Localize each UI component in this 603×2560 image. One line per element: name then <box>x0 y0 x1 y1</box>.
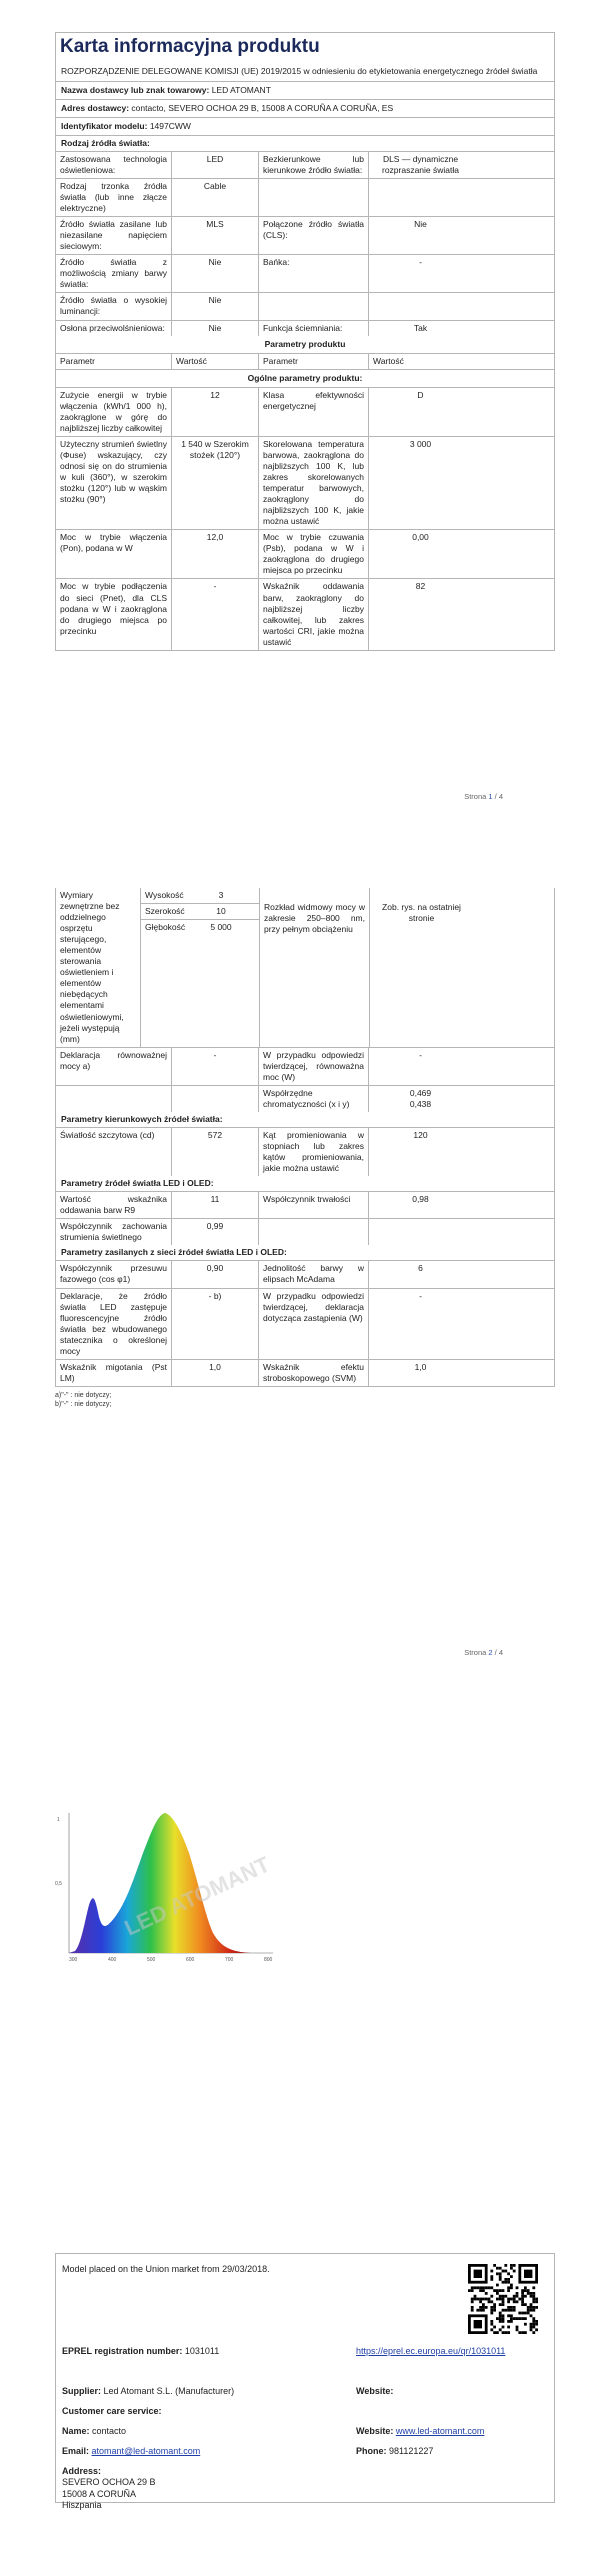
table-cell: 11 <box>172 1192 259 1218</box>
table-cell: Współczynnik trwałości <box>259 1192 369 1218</box>
x-tick-label: 600 <box>186 1957 195 1963</box>
phone-value: 981121227 <box>389 2446 434 2456</box>
model-label: Identyfikator modelu: <box>61 120 148 131</box>
col-header: Wartość <box>172 354 259 369</box>
eprel-reg-label: EPREL registration number: <box>62 2346 183 2356</box>
x-tick-label: 800 <box>264 1957 273 1963</box>
param-columns-row <box>56 354 554 370</box>
table-row <box>56 579 554 649</box>
table-cell: 0,98 <box>412 1194 429 1205</box>
table-cell: Wskaźnik migotania (Pst LM) <box>56 1360 172 1386</box>
table-row <box>56 321 554 336</box>
table-cell: Użyteczny strumień świetlny (Φuse) wskazujący, czy odnosi się on do strumienia w kuli (360°), w szerokim stożku (120°) lub w wąskim stożku (90°) <box>56 437 172 529</box>
page-title: Karta informacyjna produktu <box>60 36 320 57</box>
table-row <box>56 217 554 255</box>
params-header: Parametry produktu <box>264 338 346 349</box>
table-cell: Moc w trybie podłączenia do sieci (Pnet), dla CLS podana w W i zaokrąglona do drugiego miejsca po przecinku <box>56 579 172 649</box>
table-cell: Kąt promieniowania w stopniach lub zakres kątów promieniowania, jakie można ustawić <box>259 1128 369 1176</box>
table-cell: 12,0 <box>172 530 259 578</box>
table-cell: Nie <box>172 321 259 336</box>
table-cell: Osłona przeciwolśnieniowa: <box>56 321 172 336</box>
market-date: Model placed on the Union market from 29/03/2018. <box>62 2264 270 2274</box>
table-row <box>56 293 554 320</box>
table-row <box>56 1360 554 1386</box>
table-row <box>56 388 554 437</box>
source-type-header: Rodzaj źródła światła: <box>61 137 150 148</box>
table-cell: 6 <box>418 1263 423 1274</box>
table-cell: Bezkierunkowe lub kierunkowe źródło światła: <box>259 152 369 178</box>
table-row <box>56 1048 554 1086</box>
page-2 <box>55 888 555 1657</box>
page-number: Strona 1 / 4 <box>464 792 503 801</box>
x-tick-label: 300 <box>69 1957 78 1963</box>
table-cell <box>56 1086 172 1112</box>
eprel-info <box>55 2253 555 2510</box>
table-row <box>56 1086 554 1112</box>
table-cell: Światłość szczytowa (cd) <box>56 1128 172 1176</box>
table-cell: Moc w trybie włączenia (Pon), podana w W <box>56 530 172 578</box>
table-cell: 120 <box>413 1129 428 1140</box>
general-params-table <box>56 388 554 650</box>
page-1 <box>55 32 555 801</box>
table-cell: Jednolitość barwy w elipsach McAdama <box>259 1261 369 1287</box>
table-cell: Współczynnik przesuwu fazowego (cos φ1) <box>56 1261 172 1287</box>
eprel-reg-value: 1031011 <box>184 2346 220 2356</box>
table-cell <box>259 293 369 319</box>
table-cell: Wartość wskaźnika oddawania barw R9 <box>56 1192 172 1218</box>
table-cell: Współczynnik zachowania strumienia świetlnego <box>56 1219 172 1245</box>
table-cell: Źródło światła zasilane lub niezasilane napięciem sieciowym: <box>56 217 172 254</box>
website-link[interactable]: www.led-atomant.com <box>395 2426 485 2436</box>
table-cell: 0,469 0,438 <box>409 1087 432 1109</box>
table-cell: Wskaźnik efektu stroboskopowego (SVM) <box>259 1360 369 1386</box>
phone-label: Phone: <box>356 2446 387 2456</box>
table-row <box>56 179 554 217</box>
table-cell: Tak <box>413 322 428 333</box>
table-row <box>56 1219 554 1245</box>
table-cell: 572 <box>172 1128 259 1176</box>
table-cell: 1,0 <box>172 1360 259 1386</box>
dims-row <box>56 888 554 1048</box>
general-header-row <box>56 370 554 388</box>
table-cell: Współrzędne chromatyczności (x i y) <box>259 1086 369 1112</box>
table-row <box>56 437 554 530</box>
depth-label: Głębokość <box>145 922 186 933</box>
dir-table <box>56 1128 554 1176</box>
watermark-text: LED ATOMANT <box>120 1851 274 1941</box>
table-cell: 0,99 <box>172 1219 259 1245</box>
table-cell: - <box>419 1049 422 1060</box>
table-cell: Klasa efektywności energetycznej <box>259 388 369 436</box>
table-cell: Połączone źródło światła (CLS): <box>259 217 369 254</box>
table-row <box>56 255 554 293</box>
table-cell: Deklaracja równoważnej mocy a) <box>56 1048 172 1085</box>
mains-table <box>56 1261 554 1385</box>
general-header: Ogólne parametry produktu: <box>247 372 363 383</box>
table-cell: - <box>419 257 422 268</box>
table-cell <box>172 1086 259 1112</box>
table-cell: Źródło światła o wysokiej luminancji: <box>56 293 172 319</box>
width-label: Szerokość <box>145 906 185 917</box>
spectrum-value: Zob. rys. na ostatniej stronie <box>382 902 461 924</box>
table-cell: Zużycie energii w trybie włączenia (kWh/1 000 h), zaokrąglone w górę do najbliższej liczby całkowitej <box>56 388 172 436</box>
table-cell: Wskaźnik oddawania barw, zaokrąglony do najbliższej liczby całkowitej, lub zakres wartości CRI, jakie można ustawić <box>259 579 369 649</box>
dims-values <box>141 888 260 1047</box>
model-row <box>56 118 554 136</box>
supplier-label: Supplier: <box>62 2386 102 2396</box>
height-value: 3 <box>218 890 224 900</box>
mains-header: Parametry zasilanych z sieci źródeł światła LED i OLED: <box>61 1247 287 1258</box>
table-cell <box>259 1219 369 1245</box>
email-label: Email: <box>62 2446 90 2456</box>
x-tick-label: 700 <box>225 1957 234 1963</box>
height-label: Wysokość <box>145 890 184 900</box>
table-row <box>56 1192 554 1219</box>
dims-label: Wymiary zewnętrzne bez oddzielnego osprzętu sterującego, elementów sterowania oświetleniem i elementów niebędących elementami oświetleniowymi, jeżeli występują (mm) <box>56 888 141 1047</box>
dir-header-row <box>56 1112 554 1128</box>
supplier-value: Led Atomant S.L. (Manufacturer) <box>103 2386 235 2396</box>
table-cell: Bańka: <box>259 255 369 292</box>
address-label: Adres dostawcy: <box>61 102 130 113</box>
table-cell: Zastosowana technologia oświetleniowa: <box>56 152 172 178</box>
table-cell: D <box>417 389 424 400</box>
product-sheet-cont <box>55 888 555 1387</box>
x-tick-label: 500 <box>147 1957 156 1963</box>
table-cell: DLS — dynamiczne rozpraszanie światła <box>381 153 459 175</box>
y-tick-label: 1 <box>57 1817 60 1823</box>
table-cell: Deklaracje, że źródło światła LED zastępuje fluorescencyjne źródło światła bez wbudowanego statecznika o określonej mocy <box>56 1289 172 1359</box>
params-header-row <box>56 336 554 354</box>
table-cell: - b) <box>172 1289 259 1359</box>
table-cell: MLS <box>172 217 259 254</box>
model-value: 1497CWW <box>149 120 191 131</box>
table-cell <box>259 179 369 216</box>
table-cell: 1,0 <box>414 1361 427 1372</box>
led-header: Parametry źródeł światła LED i OLED: <box>61 1178 214 1189</box>
equiv-table <box>56 1048 554 1112</box>
qr-code-icon[interactable] <box>468 2264 538 2334</box>
table-cell: - <box>172 1048 259 1085</box>
table-row <box>56 152 554 179</box>
depth-value: 5 000 <box>210 922 232 933</box>
page-number: Strona 2 / 4 <box>464 1648 503 1657</box>
supplier-label: Nazwa dostawcy lub znak towarowy: <box>61 84 210 95</box>
address-row <box>56 100 554 118</box>
eprel-link[interactable]: https://eprel.ec.europa.eu/qr/1031011 <box>356 2346 506 2356</box>
table-cell: Nie <box>172 255 259 292</box>
mains-header-row <box>56 1245 554 1261</box>
table-cell: 0,00 <box>412 532 429 543</box>
name-label: Name: <box>62 2426 90 2436</box>
width-value: 10 <box>216 906 226 917</box>
table-cell: Źródło światła z możliwością zmiany barwy światła: <box>56 255 172 292</box>
table-cell: 12 <box>172 388 259 436</box>
addr-line: Hiszpania <box>62 2499 102 2510</box>
table-row <box>56 1289 554 1360</box>
section-header <box>56 136 554 152</box>
address-value: contacto, SEVERO OCHOA 29 B, 15008 A CORUÑA A CORUÑA, ES <box>131 102 394 113</box>
source-type-table <box>56 152 554 336</box>
table-cell: 3 000 <box>409 438 432 449</box>
led-table <box>56 1192 554 1245</box>
y-tick-label: 0,5 <box>55 1881 62 1887</box>
x-ticks <box>69 1957 273 1963</box>
table-cell: - <box>419 1290 422 1301</box>
table-cell <box>369 293 472 319</box>
col-header: Parametr <box>56 354 172 369</box>
addr-line: SEVERO OCHOA 29 B <box>62 2477 156 2488</box>
table-cell: Skorelowana temperatura barwowa, zaokrąglona do najbliższych 100 K, lub zakres skorelowanych temperatur barwowych, zaokrąglony do najbliższych 100 K, jakie można ustawić <box>259 437 369 529</box>
table-cell: 1 540 w Szerokim stożek (120°) <box>172 437 259 529</box>
table-cell: Funkcja ściemniania: <box>259 321 369 336</box>
spectrum-chart <box>55 1805 280 1970</box>
table-cell: Cable <box>172 179 259 216</box>
table-cell <box>369 1219 472 1245</box>
col-header: Wartość <box>373 355 404 366</box>
spectrum-label: Rozkład widmowy mocy w zakresie 250–800 nm, przy pełnym obciążeniu <box>260 888 370 1047</box>
table-row <box>56 530 554 579</box>
care-label: Customer care service: <box>62 2406 162 2416</box>
dir-header: Parametry kierunkowych źródeł światła: <box>61 1113 223 1124</box>
supplier-row <box>56 82 554 100</box>
addr-label: Address: <box>62 2466 102 2476</box>
led-header-row <box>56 1176 554 1192</box>
email-link[interactable]: atomant@led-atomant.com <box>91 2446 201 2456</box>
regulation-text: ROZPORZĄDZENIE DELEGOWANE KOMISJI (UE) 2019/2015 w odniesieniu do etykietowania energetycznego źródeł światła <box>56 64 554 82</box>
table-cell: 82 <box>415 581 426 592</box>
site-label: Website: <box>356 2426 394 2436</box>
footnote-a: a)"-" : nie dotyczy; <box>55 1391 112 1399</box>
table-cell: LED <box>172 152 259 178</box>
table-cell: Nie <box>172 293 259 319</box>
website-label: Website: <box>356 2386 394 2396</box>
name-value: contacto <box>92 2426 127 2436</box>
supplier-value: LED ATOMANT <box>211 84 271 95</box>
addr-line: 15008 A CORUÑA <box>62 2488 137 2499</box>
product-sheet <box>55 32 555 651</box>
footnote-b: b)"-" : nie dotyczy; <box>55 1400 112 1408</box>
table-cell: W przypadku odpowiedzi twierdzącej, deklaracja dotycząca zastąpienia (W) <box>259 1289 369 1359</box>
table-cell: - <box>172 579 259 649</box>
table-cell: Nie <box>414 219 427 230</box>
table-row <box>56 1261 554 1288</box>
table-cell: Moc w trybie czuwania (Psb), podana w W i zaokrąglona do drugiego miejsca po przecinku <box>259 530 369 578</box>
col-header: Parametr <box>259 354 369 369</box>
table-cell: 0,90 <box>172 1261 259 1287</box>
table-cell <box>369 179 472 216</box>
table-row <box>56 1128 554 1176</box>
x-tick-label: 400 <box>108 1957 117 1963</box>
table-cell: Rodzaj trzonka źródła światła (lub inne złącze elektryczne) <box>56 179 172 216</box>
table-cell: W przypadku odpowiedzi twierdzącej, równoważna moc (W) <box>259 1048 369 1085</box>
